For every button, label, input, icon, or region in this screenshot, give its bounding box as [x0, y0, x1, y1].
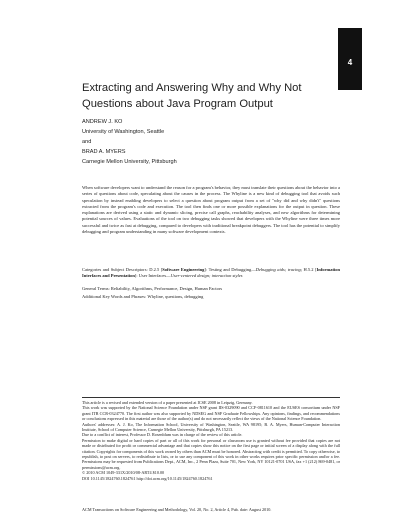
- author-separator: and: [82, 139, 92, 145]
- author-block: [82, 117, 177, 167]
- additional-keywords: Additional Key Words and Phrases: Whyline, questions, debugging: [82, 294, 204, 299]
- categories-lead: Categories and Subject Descriptors: D.2.5 [: [82, 267, 163, 272]
- categories-mid-1: ]: Testing and Debugging—: [204, 267, 256, 272]
- category-ui-subterms: User-centered design; interaction styles: [170, 273, 243, 279]
- article-title: Extracting and Answering Why and Why Not Questions about Java Program Output: [82, 82, 302, 110]
- author-2-affiliation: Carnegie Mellon University, Pittsburgh: [82, 159, 177, 165]
- categories-mid-2: ; H.5.2 [: [300, 267, 317, 272]
- author-1-affiliation: University of Washington, Seattle: [82, 129, 165, 135]
- page-number-tab: [338, 28, 362, 90]
- categories-mid-3: ]: User Interfaces—: [134, 273, 171, 279]
- category-software-engineering: Software Engineering: [162, 267, 205, 272]
- general-terms: General Terms: Reliability, Algorithms, Performance, Design, Human Factors: [82, 286, 223, 291]
- running-footer: ACM Transactions on Software Engineering and Methodology, Vol. 20, No. 2, Article 4, Pub. date: August 2010.: [82, 507, 272, 512]
- author-2-name: BRAD A. MYERS: [82, 149, 126, 155]
- page-number: 4: [347, 58, 353, 67]
- footnote-permissions: Permission to make digital or hard copies of part or all of this work for personal or classroom use is granted without fee provided that copies are not made or distributed for profit or commercial advantage and that copies show this notice on the first page or initial screen of a display along with the full citation. Copyrights for components of this work owned by others than ACM must be honored. Abstracting with credit is permitted. To copy otherwise, to republish, to post on servers, to redistribute to lists, or to use any component of this work in other works requires prior specific permission and/or a fee. Permissions may be requested from Publications Dept., ACM, Inc., 2 Penn Plaza, Suite 701, New York, NY 10121-0701 USA, fax +1 (212) 869-0481, or permissions@acm.org.: [82, 437, 340, 470]
- category-information-interfaces: Information Interfaces and Presentation: [82, 267, 340, 279]
- footnotes: [82, 400, 340, 481]
- abstract: When software developers want to understand the reason for a program's behavior, they must translate their questions about the behavior into a series of questions about code, speculating about the causes in the process. The Whyline is a new kind of debugging tool that avoids such speculation by instead enabling developers to select a question about program output from a set of "why did and why didn't" questions extracted from the program's code and execution. The tool then finds one or more possible explanations for the output in question. These explanations are derived using a static and dynamic slicing, precise call graphs, reachability analyses, and new algorithms for determining potential sources of values. Evaluations of the tool on two debugging tasks showed that developers with the Whyline were three times more successful and twice as fast at debugging, compared to developers with traditional breakpoint debuggers. The tool has the potential to simplify debugging and program understanding in many software development contexts.: [82, 185, 340, 235]
- footnote-revision-note: This article is a revised and extended version of a paper presented at ICSE 2008 in Leipzig, Germany.: [82, 400, 253, 405]
- footnote-review-conflict: Due to a conflict of interest, Professor D. Rosenblum was in charge of the review of this article.: [82, 432, 243, 438]
- author-1-name: ANDREW J. KO: [82, 119, 123, 125]
- footnote-addresses: Authors' addresses: A. J. Ko, The Information School, University of Washington, Seattle, WA 98195; B. A. Myers, Human-Computer Interaction Institute, School of Computer Science, Carnegie Mellon University, Pittsburgh, PA 15213.: [82, 421, 340, 433]
- footnote-divider: [82, 397, 340, 398]
- footnote-funding: This work was supported by the National Science Foundation under NSF grant IIS-0329090 and CCF-0811610 and the EUSES consortium under NSF grant ITR CCR-0324770. The first author was also supported by NDSEG and NSF Graduate Fellowships. Any opinions, findings, and recommendations or conclusions expressed in this material are those of the author(s) and do not necessarily reflect the views of the National Science Foundation.: [82, 405, 340, 422]
- category-debugging-subterms: Debugging aids; tracing: [255, 267, 301, 272]
- footnote-copyright: © 2010 ACM 1049-331X/2010/08-ART4 $10.00: [82, 470, 165, 476]
- categories-and-subject-descriptors: [82, 267, 340, 280]
- footnote-doi: DOI 10.1145/1824760.1824761 http://doi.acm.org/10.1145/1824760.1824761: [82, 475, 213, 481]
